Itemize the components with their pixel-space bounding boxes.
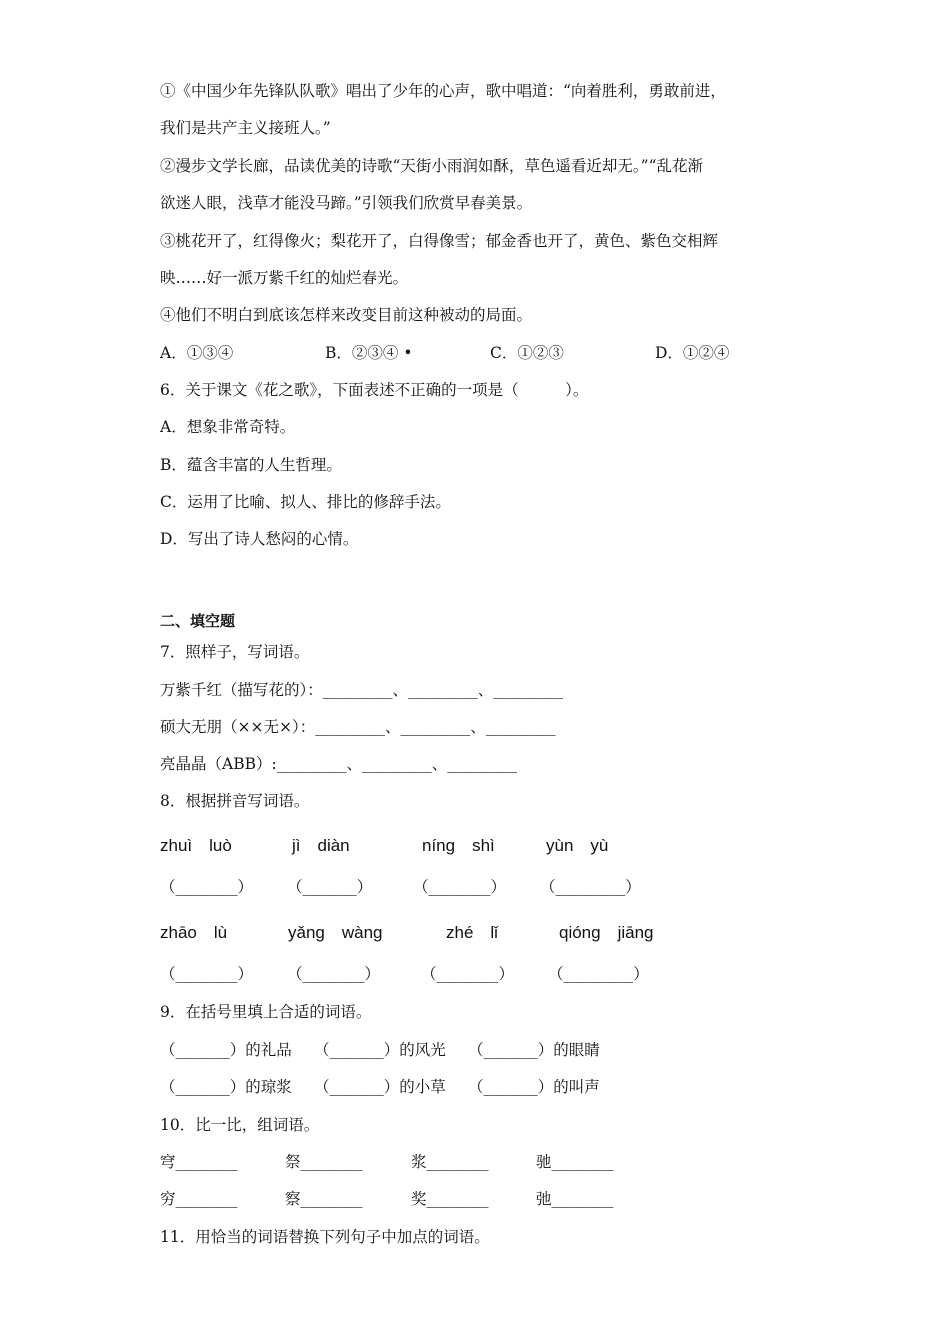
answer-blank[interactable]: （_________） bbox=[540, 878, 641, 896]
q5-option-d: D．①②④ bbox=[655, 344, 730, 362]
answer-blank[interactable]: （________） bbox=[287, 965, 381, 983]
answer-blank[interactable]: （________） bbox=[160, 965, 254, 983]
q7-line: 万紫千红（描写花的）：_________、_________、_________ bbox=[160, 681, 564, 699]
q5-option-a: A．①③④ bbox=[160, 344, 234, 362]
q9-blank-phrase[interactable]: （_______）的小草 bbox=[314, 1078, 446, 1096]
answer-blank[interactable]: （________） bbox=[421, 965, 515, 983]
pinyin-prompt: yùn yù bbox=[546, 836, 609, 855]
q9-stem: 9．在括号里填上合适的词语。 bbox=[160, 1003, 372, 1021]
q6-option-a: A．想象非常奇特。 bbox=[160, 418, 296, 436]
q7-stem: 7．照样子，写词语。 bbox=[160, 643, 310, 661]
pinyin-prompt: qióng jiāng bbox=[559, 923, 654, 942]
q5-item-line: ②漫步文学长廊，品读优美的诗歌“天街小雨润如酥，草色遥看近却无。”“乱花渐 bbox=[160, 157, 704, 175]
q9-blank-phrase[interactable]: （_______）的琼浆 bbox=[160, 1078, 292, 1096]
q10-char-blank[interactable]: 浆________ bbox=[411, 1153, 489, 1171]
q9-blank-phrase[interactable]: （_______）的风光 bbox=[314, 1041, 446, 1059]
pinyin-prompt: zhuì luò bbox=[160, 836, 232, 855]
q5-option-b: B．②③④ • bbox=[325, 344, 413, 362]
q5-item-line: 欲迷人眼，浅草才能没马蹄。”引领我们欣赏早春美景。 bbox=[160, 194, 533, 212]
q5-item-line: 映……好一派万紫千红的灿烂春光。 bbox=[160, 269, 409, 287]
q10-char-blank[interactable]: 弛________ bbox=[536, 1190, 614, 1208]
q10-char-blank[interactable]: 祭________ bbox=[285, 1153, 363, 1171]
q10-char-blank[interactable]: 穷________ bbox=[160, 1190, 238, 1208]
section-title: 二、填空题 bbox=[160, 612, 236, 630]
q10-stem: 10．比一比，组词语。 bbox=[160, 1116, 320, 1134]
q6-option-b: B．蕴含丰富的人生哲理。 bbox=[160, 456, 342, 474]
q8-stem: 8．根据拼音写词语。 bbox=[160, 792, 310, 810]
q11-stem: 11．用恰当的词语替换下列句子中加点的词语。 bbox=[160, 1228, 490, 1246]
answer-blank[interactable]: （_______） bbox=[287, 878, 373, 896]
q9-blank-phrase[interactable]: （_______）的礼品 bbox=[160, 1041, 292, 1059]
answer-blank[interactable]: （________） bbox=[413, 878, 507, 896]
q5-item-line: ④他们不明白到底该怎样来改变目前这种被动的局面。 bbox=[160, 306, 533, 324]
q10-char-blank[interactable]: 穹________ bbox=[160, 1153, 238, 1171]
q5-option-c: C．①②③ bbox=[490, 344, 564, 362]
q10-char-blank[interactable]: 察________ bbox=[285, 1190, 363, 1208]
q5-item-line: ①《中国少年先锋队队歌》唱出了少年的心声，歌中唱道：“向着胜利，勇敢前进， bbox=[160, 82, 726, 100]
q6-stem: 6．关于课文《花之歌》，下面表述不正确的一项是（ ）。 bbox=[160, 381, 589, 399]
q5-item-line: 我们是共产主义接班人。” bbox=[160, 119, 331, 137]
pinyin-prompt: yǎng wàng bbox=[288, 923, 383, 942]
answer-blank[interactable]: （_________） bbox=[548, 965, 649, 983]
answer-blank[interactable]: （________） bbox=[160, 878, 254, 896]
pinyin-prompt: zhé lǐ bbox=[446, 923, 498, 942]
q7-line: 亮晶晶（ABB）:_________、_________、_________ bbox=[160, 755, 517, 773]
pinyin-prompt: níng shì bbox=[422, 836, 495, 855]
pinyin-prompt: zhāo lù bbox=[160, 923, 228, 942]
q9-blank-phrase[interactable]: （_______）的叫声 bbox=[468, 1078, 600, 1096]
q10-char-blank[interactable]: 奖________ bbox=[411, 1190, 489, 1208]
q10-char-blank[interactable]: 驰________ bbox=[536, 1153, 614, 1171]
q7-line: 硕大无朋（××无×）：_________、_________、_________ bbox=[160, 718, 556, 736]
q5-item-line: ③桃花开了，红得像火；梨花开了，白得像雪；郁金香也开了，黄色、紫色交相辉 bbox=[160, 232, 719, 250]
q6-option-d: D．写出了诗人愁闷的心情。 bbox=[160, 530, 359, 548]
q6-option-c: C．运用了比喻、拟人、排比的修辞手法。 bbox=[160, 493, 451, 511]
q9-blank-phrase[interactable]: （_______）的眼睛 bbox=[468, 1041, 600, 1059]
pinyin-prompt: jì diàn bbox=[292, 836, 350, 855]
